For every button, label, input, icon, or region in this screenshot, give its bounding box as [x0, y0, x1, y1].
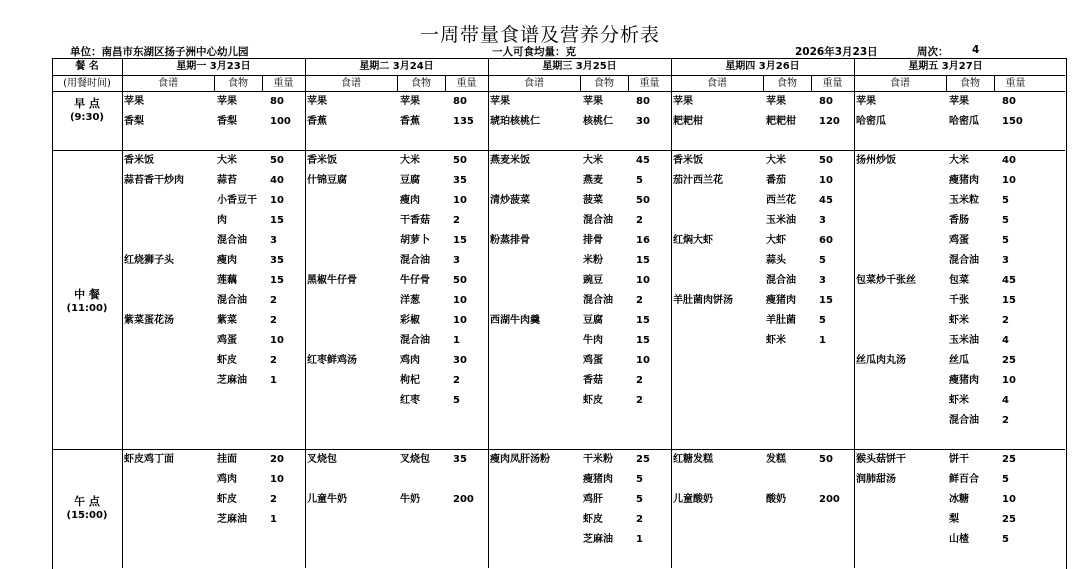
food-name: 混合油 — [949, 255, 979, 266]
food-name: 虾米 — [949, 395, 969, 406]
food-weight: 2 — [270, 295, 277, 306]
food-name: 鸡蛋 — [949, 235, 969, 246]
food-name: 酸奶 — [766, 494, 786, 505]
day-header: 星期三 3月25日 — [542, 61, 617, 72]
dish-name: 儿童牛奶 — [307, 494, 347, 505]
dish-name: 西湖牛肉羹 — [490, 315, 540, 326]
recipe-column-header: 食谱 — [890, 78, 910, 89]
food-name: 鸡蛋 — [583, 355, 603, 366]
food-name: 菠菜 — [583, 195, 603, 206]
food-name: 芝麻油 — [583, 534, 613, 545]
food-column-header: 食物 — [411, 78, 431, 89]
food-name: 丝瓜 — [949, 355, 969, 366]
food-weight: 5 — [1002, 235, 1009, 246]
dish-name: 粉蒸排骨 — [490, 235, 530, 246]
food-weight: 80 — [453, 96, 467, 107]
food-weight: 120 — [819, 116, 840, 127]
food-name: 鸡蛋 — [217, 335, 237, 346]
dish-name: 猴头菇饼干 — [856, 454, 906, 465]
food-weight: 15 — [270, 275, 284, 286]
food-name: 山楂 — [949, 534, 969, 545]
dish-name: 香米饭 — [673, 155, 703, 166]
food-name: 豆腐 — [583, 315, 603, 326]
food-weight: 1 — [453, 335, 460, 346]
food-weight: 45 — [1002, 275, 1016, 286]
page-title: 一周带量食谱及营养分析表 — [419, 24, 660, 46]
food-name: 米粉 — [583, 255, 603, 266]
food-weight: 60 — [819, 235, 833, 246]
food-weight: 35 — [270, 255, 284, 266]
food-column-header: 食物 — [594, 78, 614, 89]
food-weight: 50 — [819, 155, 833, 166]
dish-name: 红糖发糕 — [673, 454, 713, 465]
food-name: 混合油 — [217, 235, 247, 246]
food-weight: 2 — [1002, 415, 1009, 426]
food-weight: 200 — [819, 494, 840, 505]
food-name: 虾皮 — [583, 395, 603, 406]
meal-name — [52, 97, 122, 125]
food-name: 混合油 — [400, 255, 430, 266]
food-name: 排骨 — [583, 235, 603, 246]
row-divider — [52, 449, 1065, 450]
dish-name: 香米饭 — [307, 155, 337, 166]
food-weight: 15 — [1002, 295, 1016, 306]
food-name: 挂面 — [217, 454, 237, 465]
dish-name: 扬州炒饭 — [856, 155, 896, 166]
per-person-label: 一人可食均量：克 — [492, 46, 576, 58]
date-label: 2026年3月23日 — [795, 46, 878, 58]
food-name: 西兰花 — [766, 195, 796, 206]
dish-name: 苹果 — [124, 96, 144, 107]
dish-name: 香米饭 — [124, 155, 154, 166]
food-column-header: 食物 — [777, 78, 797, 89]
food-weight: 2 — [270, 315, 277, 326]
dish-name: 红焖大虾 — [673, 235, 713, 246]
food-weight: 5 — [1002, 195, 1009, 206]
dish-name: 苹果 — [490, 96, 510, 107]
food-name: 豌豆 — [583, 275, 603, 286]
food-name: 玉米粒 — [949, 195, 979, 206]
day-header: 星期四 3月26日 — [725, 61, 800, 72]
food-weight: 5 — [1002, 474, 1009, 485]
food-name: 混合油 — [217, 295, 247, 306]
food-weight: 80 — [270, 96, 284, 107]
recipe-column-header: 食谱 — [707, 78, 727, 89]
food-weight: 16 — [636, 235, 650, 246]
weight-column-header: 重量 — [639, 78, 660, 89]
food-weight: 50 — [453, 155, 467, 166]
week-label: 周次： — [917, 46, 949, 58]
food-weight: 5 — [636, 494, 643, 505]
dish-name: 羊肚菌肉饼汤 — [673, 295, 733, 306]
food-name: 蒜苔 — [217, 175, 237, 186]
food-name: 芝麻油 — [217, 514, 247, 525]
food-weight: 50 — [819, 454, 833, 465]
food-weight: 15 — [636, 315, 650, 326]
food-name: 虾米 — [949, 315, 969, 326]
food-name: 干米粉 — [583, 454, 613, 465]
dish-name: 什锦豆腐 — [307, 175, 347, 186]
food-name: 枸杞 — [400, 375, 420, 386]
food-name: 彩椒 — [400, 315, 420, 326]
meal-time-text: (11:00) — [66, 303, 108, 314]
food-name: 虾皮 — [217, 355, 237, 366]
food-weight: 150 — [1002, 116, 1023, 127]
food-weight: 80 — [819, 96, 833, 107]
food-weight: 2 — [1002, 315, 1009, 326]
food-weight: 1 — [636, 534, 643, 545]
food-name: 冰糖 — [949, 494, 969, 505]
food-name: 千张 — [949, 295, 969, 306]
food-weight: 3 — [819, 275, 826, 286]
food-weight: 1 — [819, 335, 826, 346]
dish-name: 叉烧包 — [307, 454, 337, 465]
column-divider — [671, 58, 672, 568]
dish-name: 黑椒牛仔骨 — [307, 275, 357, 286]
food-weight: 10 — [270, 195, 284, 206]
food-name: 苹果 — [583, 96, 603, 107]
food-weight: 200 — [453, 494, 474, 505]
meal-name — [52, 495, 122, 523]
meal-name-text: 中 餐 — [74, 288, 100, 301]
food-name: 瘦猪肉 — [766, 295, 796, 306]
meal-time-label: (用餐时间) — [63, 78, 111, 89]
food-weight: 45 — [819, 195, 833, 206]
food-name: 紫菜 — [217, 315, 237, 326]
food-weight: 35 — [453, 175, 467, 186]
food-name: 芝麻油 — [217, 375, 247, 386]
dish-name: 儿童酸奶 — [673, 494, 713, 505]
food-column-header: 食物 — [228, 78, 248, 89]
food-name: 混合油 — [400, 335, 430, 346]
food-weight: 45 — [636, 155, 650, 166]
meal-time-text: (15:00) — [66, 510, 108, 521]
recipe-column-header: 食谱 — [158, 78, 178, 89]
dish-name: 润肺甜汤 — [856, 474, 896, 485]
food-name: 羊肚菌 — [766, 315, 796, 326]
dish-name: 瘦肉凤肝汤粉 — [490, 454, 550, 465]
food-weight: 10 — [453, 315, 467, 326]
food-name: 饼干 — [949, 454, 969, 465]
week-number: 4 — [972, 44, 980, 56]
food-weight: 50 — [453, 275, 467, 286]
day-header: 星期一 3月23日 — [176, 61, 251, 72]
row-divider — [52, 75, 1065, 76]
dish-name: 清炒菠菜 — [490, 195, 530, 206]
food-weight: 10 — [1002, 175, 1016, 186]
food-weight: 50 — [270, 155, 284, 166]
row-divider — [52, 150, 1065, 151]
food-weight: 80 — [1002, 96, 1016, 107]
food-name: 蒜头 — [766, 255, 786, 266]
food-name: 鲜百合 — [949, 474, 979, 485]
food-weight: 4 — [1002, 395, 1009, 406]
food-weight: 5 — [453, 395, 460, 406]
food-weight: 30 — [636, 116, 650, 127]
food-name: 核桃仁 — [583, 116, 613, 127]
food-name: 混合油 — [583, 295, 613, 306]
food-weight: 5 — [1002, 534, 1009, 545]
dish-name: 苹果 — [856, 96, 876, 107]
food-name: 混合油 — [583, 215, 613, 226]
food-weight: 10 — [453, 295, 467, 306]
food-name: 香蕉 — [400, 116, 420, 127]
food-weight: 2 — [453, 215, 460, 226]
food-name: 大米 — [766, 155, 786, 166]
food-name: 莲藕 — [217, 275, 237, 286]
food-weight: 2 — [636, 395, 643, 406]
food-name: 香肠 — [949, 215, 969, 226]
day-header: 星期五 3月27日 — [908, 61, 983, 72]
food-weight: 15 — [636, 255, 650, 266]
food-name: 大虾 — [766, 235, 786, 246]
food-name: 肉 — [217, 215, 227, 226]
food-weight: 3 — [453, 255, 460, 266]
food-name: 洋葱 — [400, 295, 420, 306]
food-name: 牛肉 — [583, 335, 603, 346]
recipe-column-header: 食谱 — [524, 78, 544, 89]
food-name: 香菇 — [583, 375, 603, 386]
food-weight: 15 — [819, 295, 833, 306]
food-name: 梨 — [949, 514, 959, 525]
meal-name-text: 午 点 — [74, 495, 100, 508]
food-weight: 4 — [1002, 335, 1009, 346]
food-name: 红枣 — [400, 395, 420, 406]
food-name: 混合油 — [766, 275, 796, 286]
food-weight: 40 — [270, 175, 284, 186]
food-weight: 2 — [636, 375, 643, 386]
dish-name: 蒜苔香干炒肉 — [124, 175, 184, 186]
column-divider — [854, 58, 855, 568]
dish-name: 香梨 — [124, 116, 144, 127]
food-weight: 2 — [270, 494, 277, 505]
food-weight: 2 — [636, 295, 643, 306]
food-weight: 5 — [819, 255, 826, 266]
column-divider — [122, 58, 123, 568]
food-weight: 3 — [819, 215, 826, 226]
food-weight: 10 — [1002, 375, 1016, 386]
food-weight: 35 — [453, 454, 467, 465]
recipe-column-header: 食谱 — [341, 78, 361, 89]
food-name: 虾皮 — [217, 494, 237, 505]
food-name: 大米 — [949, 155, 969, 166]
food-name: 番茄 — [766, 175, 786, 186]
food-weight: 2 — [636, 514, 643, 525]
food-name: 干香菇 — [400, 215, 430, 226]
food-name: 鸡肉 — [400, 355, 420, 366]
food-weight: 2 — [270, 355, 277, 366]
dish-name: 红枣鲜鸡汤 — [307, 355, 357, 366]
dish-name: 茄汁西兰花 — [673, 175, 723, 186]
food-weight: 25 — [1002, 355, 1016, 366]
food-name: 苹果 — [949, 96, 969, 107]
food-weight: 50 — [636, 195, 650, 206]
food-weight: 15 — [453, 235, 467, 246]
food-weight: 30 — [453, 355, 467, 366]
food-name: 牛奶 — [400, 494, 420, 505]
food-weight: 5 — [1002, 215, 1009, 226]
food-name: 小香豆干 — [217, 195, 257, 206]
weight-column-header: 重量 — [822, 78, 843, 89]
food-weight: 10 — [1002, 494, 1016, 505]
food-name: 鸡肉 — [217, 474, 237, 485]
column-divider — [305, 58, 306, 568]
food-name: 苹果 — [400, 96, 420, 107]
dish-name: 苹果 — [307, 96, 327, 107]
food-weight: 2 — [453, 375, 460, 386]
food-name: 牛仔骨 — [400, 275, 430, 286]
food-weight: 5 — [636, 175, 643, 186]
food-name: 苹果 — [766, 96, 786, 107]
food-name: 瘦猪肉 — [949, 175, 979, 186]
dish-name: 紫菜蛋花汤 — [124, 315, 174, 326]
food-name: 豆腐 — [400, 175, 420, 186]
row-divider — [52, 91, 1065, 92]
dish-name: 燕麦米饭 — [490, 155, 530, 166]
food-name: 哈密瓜 — [949, 116, 979, 127]
food-weight: 3 — [270, 235, 277, 246]
meal-name-text: 早 点 — [74, 97, 100, 110]
food-name: 虾皮 — [583, 514, 603, 525]
food-name: 虾米 — [766, 335, 786, 346]
food-name: 玉米油 — [949, 335, 979, 346]
food-name: 鸡肝 — [583, 494, 603, 505]
food-weight: 10 — [453, 195, 467, 206]
food-name: 胡萝卜 — [400, 235, 430, 246]
food-weight: 100 — [270, 116, 291, 127]
food-weight: 1 — [270, 514, 277, 525]
food-weight: 3 — [1002, 255, 1009, 266]
dish-name: 虾皮鸡丁面 — [124, 454, 174, 465]
food-weight: 1 — [270, 375, 277, 386]
food-name: 大米 — [217, 155, 237, 166]
food-weight: 2 — [636, 215, 643, 226]
food-column-header: 食物 — [960, 78, 980, 89]
food-name: 瘦猪肉 — [583, 474, 613, 485]
food-weight: 10 — [819, 175, 833, 186]
food-weight: 5 — [636, 474, 643, 485]
food-name: 玉米油 — [766, 215, 796, 226]
food-name: 瘦肉 — [217, 255, 237, 266]
food-name: 大米 — [583, 155, 603, 166]
unit-label: 单位：南昌市东湖区扬子洲中心幼儿园 — [70, 46, 249, 58]
dish-name: 苹果 — [673, 96, 693, 107]
food-weight: 10 — [636, 355, 650, 366]
food-name: 香梨 — [217, 116, 237, 127]
food-weight: 15 — [636, 335, 650, 346]
food-name: 包菜 — [949, 275, 969, 286]
food-name: 大米 — [400, 155, 420, 166]
dish-name: 红烧狮子头 — [124, 255, 174, 266]
meal-name — [52, 288, 122, 316]
weight-column-header: 重量 — [273, 78, 294, 89]
food-weight: 25 — [1002, 514, 1016, 525]
dish-name: 香蕉 — [307, 116, 327, 127]
food-name: 苹果 — [217, 96, 237, 107]
weight-column-header: 重量 — [1005, 78, 1026, 89]
food-weight: 135 — [453, 116, 474, 127]
dish-name: 琥珀核桃仁 — [490, 116, 540, 127]
day-header: 星期二 3月24日 — [359, 61, 434, 72]
food-weight: 20 — [270, 454, 284, 465]
food-name: 发糕 — [766, 454, 786, 465]
food-name: 混合油 — [949, 415, 979, 426]
dish-name: 耙耙柑 — [673, 116, 703, 127]
weight-column-header: 重量 — [456, 78, 477, 89]
food-weight: 15 — [270, 215, 284, 226]
column-divider — [488, 58, 489, 568]
meal-label: 餐 名 — [75, 61, 99, 72]
food-weight: 25 — [636, 454, 650, 465]
menu-table — [52, 58, 1067, 569]
food-weight: 10 — [270, 474, 284, 485]
dish-name: 哈密瓜 — [856, 116, 886, 127]
meal-time-text: (9:30) — [69, 112, 104, 123]
food-name: 瘦肉 — [400, 195, 420, 206]
food-weight: 10 — [270, 335, 284, 346]
food-weight: 80 — [636, 96, 650, 107]
food-name: 耙耙柑 — [766, 116, 796, 127]
food-name: 叉烧包 — [400, 454, 430, 465]
food-name: 瘦猪肉 — [949, 375, 979, 386]
food-name: 燕麦 — [583, 175, 603, 186]
dish-name: 丝瓜肉丸汤 — [856, 355, 906, 366]
food-weight: 40 — [1002, 155, 1016, 166]
food-weight: 25 — [1002, 454, 1016, 465]
dish-name: 包菜炒千张丝 — [856, 275, 916, 286]
food-weight: 5 — [819, 315, 826, 326]
food-weight: 10 — [636, 275, 650, 286]
